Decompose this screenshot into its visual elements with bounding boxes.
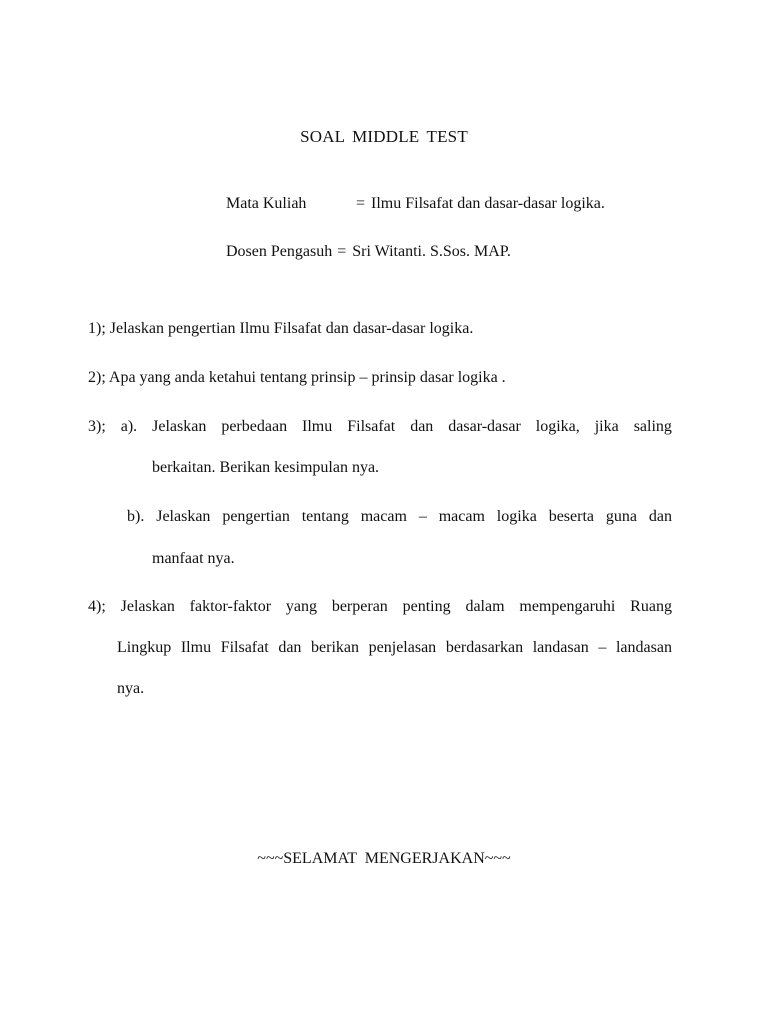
word: jika — [594, 418, 619, 435]
course-row — [226, 195, 605, 213]
word: Jelaskan — [156, 508, 211, 525]
word: beserta — [548, 508, 594, 525]
word: landasan — [615, 639, 672, 656]
word: saling — [633, 418, 672, 435]
word: penting — [402, 598, 451, 615]
word: macam — [438, 508, 485, 525]
word: guna — [605, 508, 637, 525]
word: tentang — [301, 508, 349, 525]
word: pengertian — [222, 508, 290, 525]
word: Jelaskan — [152, 418, 207, 435]
word: perbedaan — [221, 418, 288, 435]
word: Ilmu — [180, 639, 212, 656]
word: dan — [648, 508, 672, 525]
course-value: Ilmu Filsafat dan dasar-dasar logika. — [371, 195, 605, 212]
word: logika, — [535, 418, 580, 435]
question-3b-line-1 — [127, 508, 672, 526]
lecturer-value: Sri Witanti. S.Sos. MAP. — [352, 243, 511, 260]
word: berikan — [311, 639, 360, 656]
word: – — [418, 508, 427, 525]
word: landasan — [532, 639, 589, 656]
question-3a-line-1 — [88, 418, 672, 436]
word: dasar-dasar — [448, 418, 521, 435]
word: penjelasan — [368, 639, 437, 656]
word: faktor-faktor — [189, 598, 272, 615]
word: berperan — [331, 598, 388, 615]
lecturer-equals: = — [337, 243, 347, 260]
question-4-line-3: nya. — [117, 680, 145, 697]
word: dalam — [465, 598, 505, 615]
word: 4); — [88, 598, 106, 615]
question-4-line-2 — [117, 639, 672, 657]
word: berdasarkan — [445, 639, 524, 656]
word: yang — [285, 598, 317, 615]
word: Jelaskan — [120, 598, 175, 615]
word: dan — [410, 418, 434, 435]
lecturer-label: Dosen Pengasuh — [226, 243, 333, 260]
closing-message: ~~~SELAMAT MENGERJAKAN~~~ — [257, 850, 511, 867]
word: – — [598, 639, 607, 656]
word: Filsafat — [220, 639, 269, 656]
page-title: SOAL MIDDLE TEST — [300, 127, 468, 146]
question-3b-line-2: manfaat nya. — [152, 550, 235, 567]
word: 3); — [88, 418, 106, 435]
word: macam — [360, 508, 407, 525]
word: Filsafat — [347, 418, 396, 435]
word: a). — [120, 418, 138, 435]
word: mempengaruhi — [519, 598, 616, 615]
course-label: Mata Kuliah — [226, 195, 307, 212]
lecturer-row — [226, 243, 511, 261]
question-2: 2); Apa yang anda ketahui tentang prinsip – prinsip dasar logika . — [88, 369, 506, 386]
course-equals: = — [356, 195, 366, 212]
question-4-line-1 — [88, 598, 672, 616]
word: dan — [278, 639, 302, 656]
question-1: 1); Jelaskan pengertian Ilmu Filsafat dan dasar-dasar logika. — [88, 320, 474, 337]
word: Ilmu — [302, 418, 333, 435]
word: b). — [127, 508, 145, 525]
word: Lingkup — [117, 639, 172, 656]
word: logika — [496, 508, 537, 525]
question-3a-line-2: berkaitan. Berikan kesimpulan nya. — [152, 459, 380, 476]
word: Ruang — [630, 598, 672, 615]
